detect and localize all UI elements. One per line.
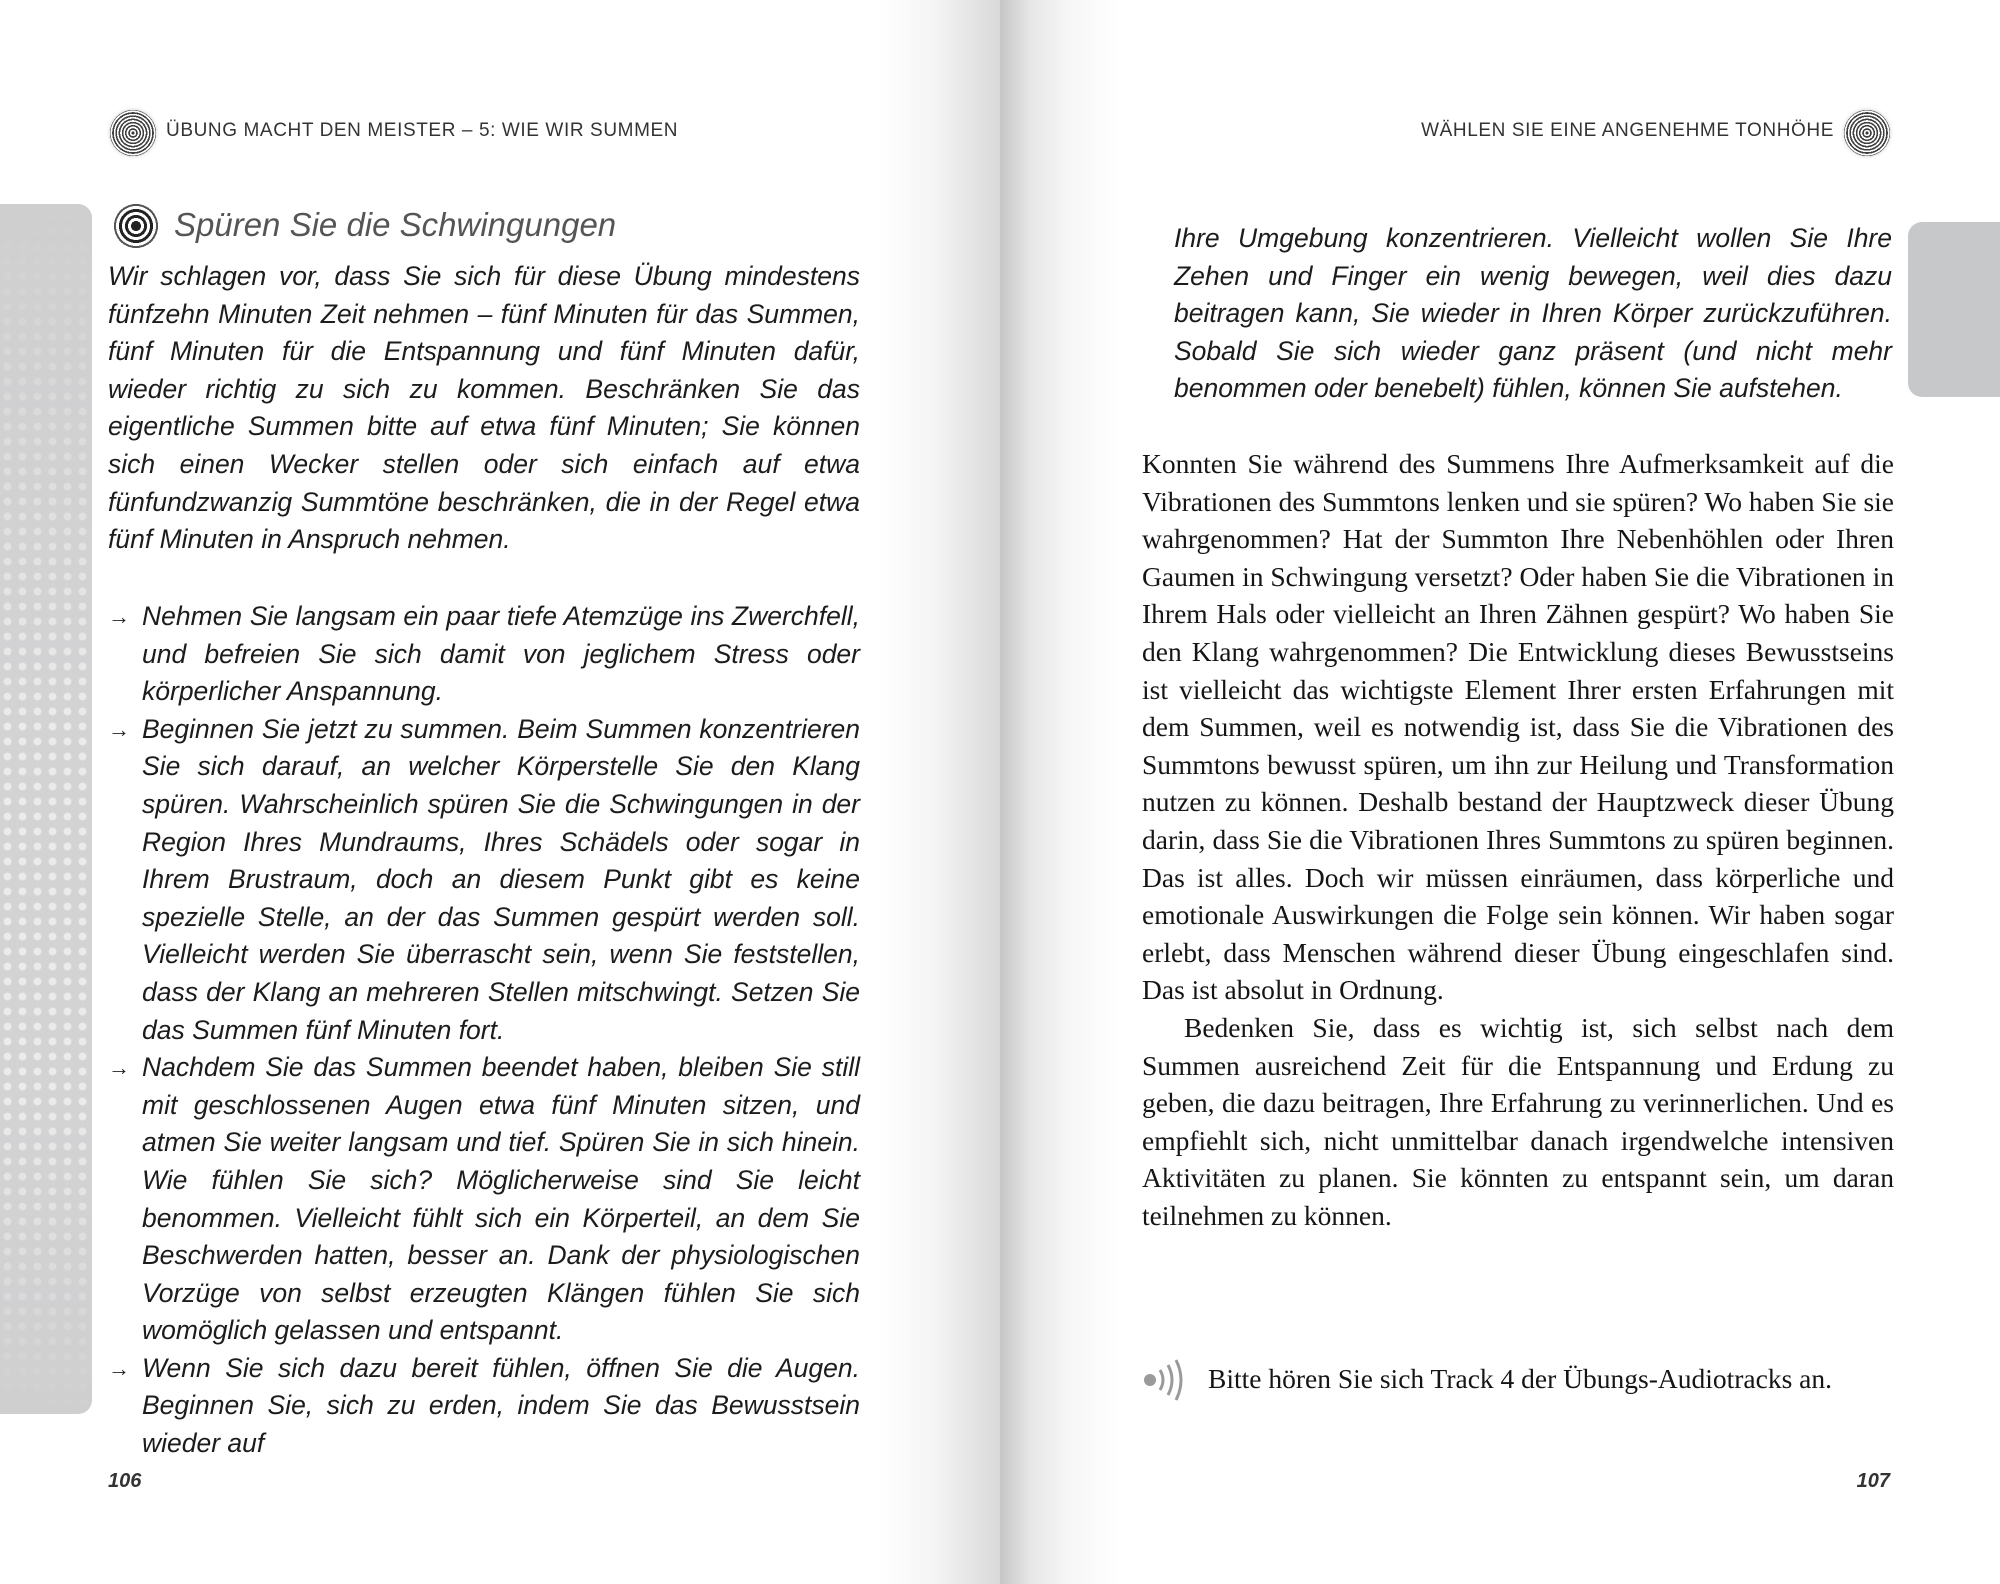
arrow-icon: → — [108, 604, 130, 629]
arrow-icon: → — [108, 1355, 130, 1381]
right-thumb-tab — [1908, 222, 2000, 397]
audio-note-text: Bitte hören Sie sich Track 4 der Übungs-Audiotracks an. — [1208, 1363, 1833, 1394]
left-thumb-tab — [0, 204, 92, 1414]
sound-waves-icon — [1142, 1358, 1190, 1402]
intro-paragraph-block — [108, 258, 860, 559]
spiral-swirl-icon — [110, 110, 156, 156]
spiral-swirl-icon — [1844, 110, 1890, 156]
intro-paragraph: Wir schlagen vor, dass Sie sich für diese Übung mindestens fünfzehn Minuten Zeit nehmen – fünf Minuten für das Summen, fünf Minuten für die Entspannung und fünf Minuten dafür, wieder richtig zu sich zu kommen. Beschränken Sie das eigentliche Summen bitte auf etwa fünf Minuten; Sie können sich einen Wecker stellen oder sich einfach auf etwa fünfundzwanzig Summtöne beschränken, die in der Regel etwa fünf Minuten in Anspruch nehmen. — [108, 261, 860, 555]
continued-instruction: Ihre Umgebung konzentrieren. Vielleicht wollen Sie Ihre Zehen und Finger ein wenig bewegen, weil dies dazu beitragen kann, Sie wieder in Ihren Körper zurückzuführen. Sobald Sie sich wieder ganz präsent (und nicht mehr benommen oder benebelt) fühlen, können Sie aufstehen. — [1174, 223, 1892, 404]
page-number-left: 106 — [108, 1470, 142, 1492]
target-rings-icon — [112, 202, 160, 250]
list-item: → Nachdem Sie das Summen beendet haben, bleiben Sie still mit geschlossenen Augen etwa fünf Minuten sitzen, und atmen Sie weiter langsam und tief. Spüren Sie in sich hinein. Wie fühlen Sie sich? Möglicherweise sind Sie leicht benommen. Vielleicht fühlt sich ein Körperteil, an dem Sie Beschwerden hatten, besser an. Dank der physiologischen Vorzüge von selbst erzeugten Klängen fühlen Sie sich womöglich gelassen und entspannt. — [108, 1049, 860, 1350]
right-page — [1000, 0, 2000, 1584]
list-item: → Nehmen Sie langsam ein paar tiefe Atemzüge ins Zwerchfell, und befreien Sie sich damit von jeglichem Stress oder körperlicher Anspannung. — [108, 598, 860, 711]
body-paragraph: Konnten Sie während des Summens Ihre Aufmerksamkeit auf die Vibrationen des Summtons lenken und sie spüren? Wo haben Sie sie wahrgenommen? Hat der Summton Ihre Nebenhöhlen oder Ihren Gaumen in Schwingung versetzt? Oder haben Sie die Vibrationen in Ihrem Hals oder vielleicht an Ihren Zähnen gespürt? Wo haben Sie den Klang wahrgenommen? Die Entwicklung dieses Bewusstseins ist vielleicht das wichtigste Element Ihrer ersten Erfahrungen mit dem Summen, weil es notwendig ist, dass Sie die Vibrationen des Summtons bewusst spüren, um ihn zur Heilung und Transformation nutzen zu können. Deshalb bestand der Hauptzweck dieser Übung darin, dass Sie die Vibrationen Ihres Summtons zu spüren beginnen. Das ist alles. Doch wir müssen einräumen, dass körperliche und emotionale Auswirkungen die Folge sein können. Wir haben sogar erlebt, dass Menschen während dieser Übung eingeschlafen sind. Das ist absolut in Ordnung. — [1142, 448, 1894, 1006]
instruction-list — [108, 598, 860, 1463]
audio-note — [1142, 1358, 1902, 1402]
arrow-icon: → — [108, 716, 130, 742]
running-head-right: WÄHLEN SIE EINE ANGENEHME TONHÖHE — [1421, 120, 1834, 141]
running-head-left: ÜBUNG MACHT DEN MEISTER – 5: WIE WIR SUMMEN — [166, 120, 679, 141]
list-item: → Wenn Sie sich dazu bereit fühlen, öffnen Sie die Augen. Beginnen Sie, sich zu erden, indem Sie das Bewusstsein wieder auf — [108, 1350, 860, 1463]
page-number-right: 107 — [1856, 1470, 1890, 1492]
list-item: → Beginnen Sie jetzt zu summen. Beim Summen konzentrieren Sie sich darauf, an welcher Körperstelle Sie den Klang spüren. Wahrscheinlich spüren Sie die Schwingungen in der Region Ihres Mundraums, Ihres Schädels oder sogar in Ihrem Brustraum, doch an diesem Punkt gibt es keine spezielle Stelle, an der das Summen gespürt werden soll. Vielleicht werden Sie überrascht sein, wenn Sie feststellen, dass der Klang an mehreren Stellen mitschwingt. Setzen Sie das Summen fünf Minuten fort. — [108, 711, 860, 1049]
body-text — [1142, 445, 1894, 1234]
body-paragraph: Bedenken Sie, dass es wichtig ist, sich selbst nach dem Summen ausreichend Zeit für die Entspannung und Erdung zu geben, die dazu beitragen, Ihre Erfahrung zu verinnerlichen. Und es empfiehlt sich, nicht unmittelbar danach irgendwelche intensiven Aktivitäten zu planen. Sie könnten zu entspannt sein, um daran teilnehmen zu können. — [1142, 1011, 1894, 1231]
section-title: Spüren Sie die Schwingungen — [174, 206, 617, 243]
arrow-icon: → — [108, 1055, 130, 1081]
